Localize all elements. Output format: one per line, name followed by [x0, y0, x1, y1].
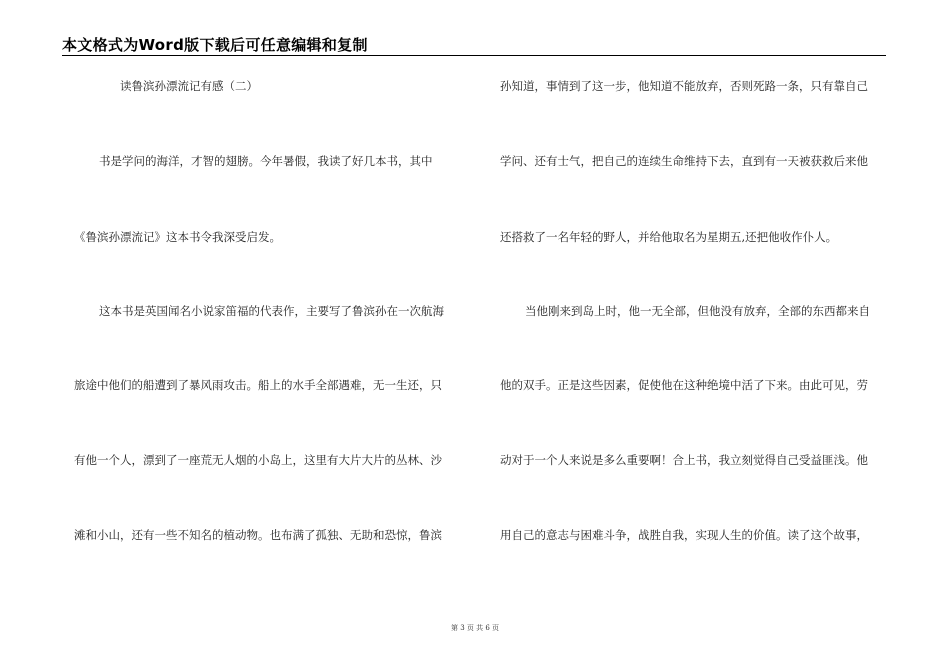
essay-title: 读鲁滨孙漂流记有感（二）: [120, 79, 258, 93]
paragraph-line: 旅途中他们的船遭到了暴风雨攻击。船上的水手全部遇难，无一生还，只: [74, 378, 442, 392]
document-header-title: 本文格式为Word版下载后可任意编辑和复制: [62, 36, 368, 54]
paragraph-line: 滩和小山，还有一些不知名的植动物。也布满了孤独、无助和恐惊，鲁滨: [74, 528, 442, 542]
paragraph-line: 《鲁滨孙漂流记》这本书令我深受启发。: [74, 230, 281, 244]
paragraph-line: 当他刚来到岛上时，他一无全部，但他没有放弃，全部的东西都来自: [525, 304, 870, 318]
page-number-footer: 第 3 页 共 6 页: [450, 624, 500, 632]
paragraph-line: 他的双手。正是这些因素，促使他在这种绝境中活了下来。由此可见，劳: [500, 378, 868, 392]
paragraph-line: 还搭救了一名年轻的野人，并给他取名为星期五,还把他收作仆人。: [500, 230, 838, 244]
paragraph-line: 学问、还有士气，把自己的连续生命维持下去，直到有一天被获救后来他: [500, 154, 868, 168]
paragraph-line: 用自己的意志与困难斗争，战胜自我，实现人生的价值。读了这个故事，: [500, 528, 868, 542]
paragraph-line: 有他一个人，漂到了一座荒无人烟的小岛上，这里有大片大片的丛林、沙: [74, 453, 442, 467]
paragraph-line: 这本书是英国闻名小说家笛福的代表作，主要写了鲁滨孙在一次航海: [99, 304, 444, 318]
header-divider: [62, 55, 886, 56]
paragraph-line: 孙知道，事情到了这一步，他知道不能放弃，否则死路一条，只有靠自己: [500, 79, 868, 93]
paragraph-line: 书是学问的海洋，才智的翅膀。今年暑假，我读了好几本书，其中: [99, 154, 433, 168]
paragraph-line: 动对于一个人来说是多么重要啊！合上书，我立刻觉得自己受益匪浅。他: [500, 453, 868, 467]
